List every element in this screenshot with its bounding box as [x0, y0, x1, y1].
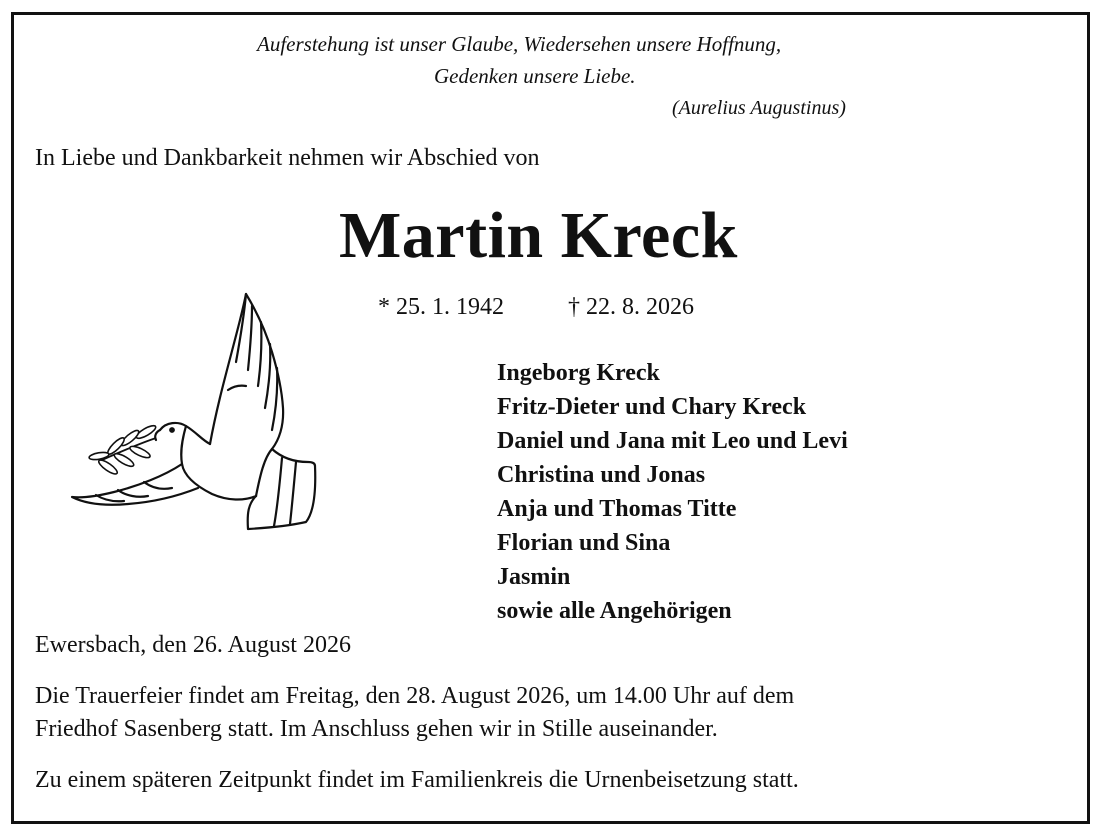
place-date: Ewersbach, den 26. August 2026	[35, 632, 351, 658]
mourner-item: Jasmin	[497, 564, 571, 590]
urn-notice: Zu einem späteren Zeitpunkt findet im Familienkreis die Urnenbeisetzung statt.	[35, 767, 799, 793]
mourner-item: Florian und Sina	[497, 530, 671, 556]
mourners-list	[497, 356, 848, 628]
service-line-1: Die Trauerfeier findet am Freitag, den 28. August 2026, um 14.00 Uhr auf dem	[35, 683, 795, 709]
quote-author: (Aurelius Augustinus)	[672, 97, 846, 119]
birth-date: * 25. 1. 1942	[378, 294, 504, 320]
quote-line-1: Auferstehung ist unser Glaube, Wiedersehen unsere Hoffnung,	[257, 32, 782, 56]
intro-text: In Liebe und Dankbarkeit nehmen wir Abschied von	[35, 145, 540, 171]
mourner-item: Anja und Thomas Titte	[497, 496, 737, 522]
mourner-item: Ingeborg Kreck	[497, 360, 660, 386]
quote-line-2: Gedenken unsere Liebe.	[434, 64, 636, 88]
mourner-item: Daniel und Jana mit Leo und Levi	[497, 428, 848, 454]
dove-with-olive-branch-icon	[68, 290, 320, 536]
mourner-item: Christina und Jonas	[497, 462, 706, 488]
death-date: † 22. 8. 2026	[568, 294, 694, 320]
deceased-name: Martin Kreck	[339, 199, 738, 272]
mourner-item: sowie alle Angehörigen	[497, 598, 732, 624]
mourner-item: Fritz-Dieter und Chary Kreck	[497, 394, 807, 420]
service-line-2: Friedhof Sasenberg statt. Im Anschluss gehen wir in Stille auseinander.	[35, 716, 718, 742]
